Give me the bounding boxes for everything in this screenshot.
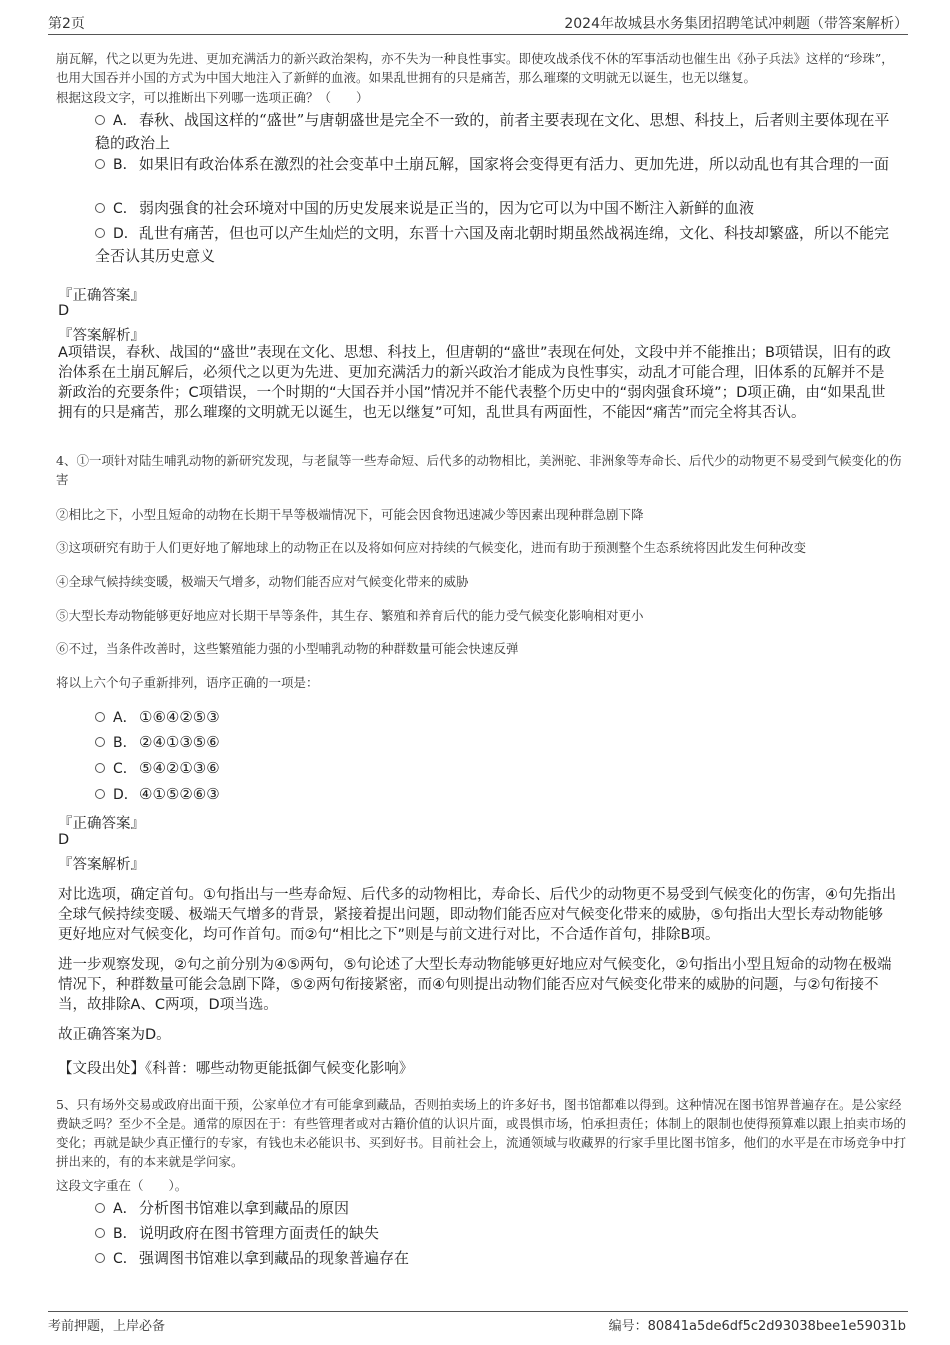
code-label: 编号： [608, 1319, 648, 1334]
q3-option-d[interactable] [95, 222, 895, 267]
option-label: C． [113, 201, 137, 217]
footer-slogan: 考前押题，上岸必备 [48, 1319, 166, 1334]
option-label: A． [113, 113, 137, 129]
option-text: ⑤④②①③⑥ [139, 759, 220, 777]
option-label: D． [113, 787, 138, 803]
q4-intro: 4、①一项针对陆生哺乳动物的新研究发现，与老鼠等一些寿命短、后代多的动物相比，美洲驼、非洲象等寿命长、后代少的动物更不易受到气候变化的伤害 [56, 453, 902, 487]
q5-option-b[interactable] [95, 1222, 895, 1245]
q3-answer-tag: 『正确答案』 [58, 288, 145, 304]
radio-icon[interactable] [95, 228, 105, 238]
code-value: 80841a5de6df5c2d93038bee1e59031b [647, 1319, 906, 1334]
q4-sentence-2: ②相比之下，小型且短命的动物在长期干旱等极端情况下，可能会因食物迅速减少等因素出现种群急剧下降 [56, 507, 644, 522]
q4-analysis-tag: 『答案解析』 [58, 857, 145, 873]
option-text: ①⑥④②⑤③ [139, 708, 220, 726]
q4-option-b[interactable] [95, 731, 895, 754]
q4-answer-tag: 『正确答案』 [58, 816, 145, 832]
radio-icon[interactable] [95, 159, 105, 169]
option-text: ②④①③⑤⑥ [139, 733, 220, 751]
q3-analysis-tag: 『答案解析』 [58, 328, 145, 344]
page-number: 第2页 [48, 16, 85, 32]
option-text: 春秋、战国这样的“盛世”与唐朝盛世是完全不一致的，前者主要表现在文化、思想、科技上，后者则主要体现在平稳的政治上 [95, 111, 890, 152]
q4-sentence-5: ⑤大型长寿动物能够更好地应对长期干旱等条件，其生存、繁殖和养育后代的能力受气候变化影响相对更小 [56, 608, 644, 623]
radio-icon[interactable] [95, 1203, 105, 1213]
option-text: 乱世有痛苦，但也可以产生灿烂的文明，东晋十六国及南北朝时期虽然战祸连绵，文化、科技却繁盛，所以不能完全否认其历史意义 [95, 224, 890, 265]
option-label: B． [113, 735, 137, 751]
radio-icon[interactable] [95, 203, 105, 213]
option-text: 弱肉强食的社会环境对中国的历史发展来说是正当的，因为它可以为中国不断注入新鲜的血液 [139, 199, 755, 217]
q5-stem: 这段文字重在（ ）。 [56, 1178, 188, 1193]
option-label: D． [113, 226, 138, 242]
radio-icon[interactable] [95, 115, 105, 125]
option-label: A． [113, 710, 137, 726]
q4-option-c[interactable] [95, 757, 895, 780]
option-label: A． [113, 1201, 137, 1217]
q5-option-a[interactable] [95, 1197, 895, 1220]
option-text: ④①⑤②⑥③ [139, 785, 220, 803]
radio-icon[interactable] [95, 1253, 105, 1263]
q4-sentence-6: ⑥不过，当条件改善时，这些繁殖能力强的小型哺乳动物的种群数量可能会快速反弹 [56, 641, 519, 656]
q3-stem: 根据这段文字，可以推断出下列哪一选项正确？（ ） [56, 90, 369, 105]
header-divider [48, 34, 908, 35]
radio-icon[interactable] [95, 712, 105, 722]
q4-source: 【文段出处】《科普：哪些动物更能抵御气候变化影响》 [58, 1061, 414, 1077]
q3-option-c[interactable] [95, 197, 895, 220]
option-text: 强调图书馆难以拿到藏品的现象普遍存在 [139, 1249, 410, 1267]
option-text: 说明政府在图书管理方面责任的缺失 [139, 1224, 380, 1242]
q5-option-c[interactable] [95, 1247, 895, 1270]
radio-icon[interactable] [95, 763, 105, 773]
q4-option-a[interactable] [95, 706, 895, 729]
q4-sentence-4: ④全球气候持续变暖，极端天气增多，动物们能否应对气候变化带来的威胁 [56, 574, 469, 589]
option-label: B． [113, 1226, 137, 1242]
q3-analysis: A项错误，春秋、战国的“盛世”表现在文化、思想、科技上，但唐朝的“盛世”表现在何处，文段中并不能推出；B项错误，旧有的政治体系在土崩瓦解后，必须代之以更为先进、更加充满活力的新兴政治才能成为良性事实，动乱才可能合理，旧体系的瓦解并不是新政治的充要条件；C项错误，一个时期的“大国吞并小国”情况并不能代表整个历史中的“弱肉强食环境”；D项正确，由“如果乱世拥有的只是痛苦，那么璀璨的文明就无以诞生，也无以继复”可知，乱世具有两面性，不能因“痛苦”而完全将其否认。 [58, 345, 891, 421]
q4-analysis-p3: 故正确答案为D。 [58, 1027, 171, 1043]
option-label: C． [113, 1251, 137, 1267]
radio-icon[interactable] [95, 1228, 105, 1238]
footer-divider [48, 1311, 908, 1312]
q3-passage: 崩瓦解，代之以更为先进、更加充满活力的新兴政治架构，亦不失为一种良性事实。即使攻战杀伐不休的军事活动也催生出《孙子兵法》这样的“珍珠”，也用大国吞并小国的方式为中国大地注入了新鲜的血液。如果乱世拥有的只是痛苦，那么璀璨的文明就无以诞生，也无以继复。 [56, 51, 894, 85]
q3-option-a[interactable] [95, 109, 895, 154]
option-label: C． [113, 761, 137, 777]
option-text: 如果旧有政治体系在激烈的社会变革中土崩瓦解，国家将会变得更有活力、更加先进，所以动乱也有其合理的一面 [139, 155, 890, 173]
q3-option-b[interactable] [95, 153, 895, 176]
q4-answer: D [58, 832, 70, 848]
option-label: B． [113, 157, 137, 173]
q4-analysis-p1: 对比选项，确定首句。①句指出与一些寿命短、后代多的动物相比，寿命长、后代少的动物更不易受到气候变化的伤害，④句先指出全球气候持续变暖、极端天气增多的背景，紧接着提出问题，即动物们能否应对气候变化带来的威胁，⑤句指出大型长寿动物能够更好地应对气候变化，均可作首句。而②句“相比之下”则是与前文进行对比，不合适作首句，排除B项。 [58, 887, 896, 943]
document-title: 2024年故城县水务集团招聘笔试冲刺题（带答案解析） [564, 16, 908, 32]
q4-analysis-p2: 进一步观察发现，②句之前分别为④⑤两句，⑤句论述了大型长寿动物能够更好地应对气候变化，②句指出小型且短命的动物在极端情况下，种群数量可能会急剧下降，⑤②两句衔接紧密，而④句则提出动物们能否应对气候变化带来的威胁的问题，与②句衔接不当，故排除A、C两项，D项当选。 [58, 957, 892, 1013]
footer-code [609, 1315, 906, 1334]
q4-option-d[interactable] [95, 783, 895, 806]
radio-icon[interactable] [95, 737, 105, 747]
q5-passage: 5、只有场外交易或政府出面干预，公家单位才有可能拿到藏品，否则拍卖场上的许多好书，图书馆都难以得到。这种情况在图书馆界普遍存在。是公家经费缺乏吗？至少不全是。通常的原因在于：有些管理者或对古籍价值的认识片面，或畏惧市场，怕承担责任；体制上的限制也使得预算难以跟上拍卖市场的变化；再就是缺少真正懂行的专家，有钱也未必能识书、买到好书。目前社会上，流通领域与收藏界的行家手里比图书馆多，他们的水平是在市场竞争中打拼出来的，有的本来就是学问家。 [56, 1097, 907, 1169]
q4-sentence-3: ③这项研究有助于人们更好地了解地球上的动物正在以及将如何应对持续的气候变化，进而有助于预测整个生态系统将因此发生何种改变 [56, 540, 807, 555]
option-text: 分析图书馆难以拿到藏品的原因 [139, 1199, 350, 1217]
q3-answer: D [58, 303, 70, 319]
radio-icon[interactable] [95, 789, 105, 799]
q4-stem: 将以上六个句子重新排列，语序正确的一项是： [56, 675, 319, 690]
